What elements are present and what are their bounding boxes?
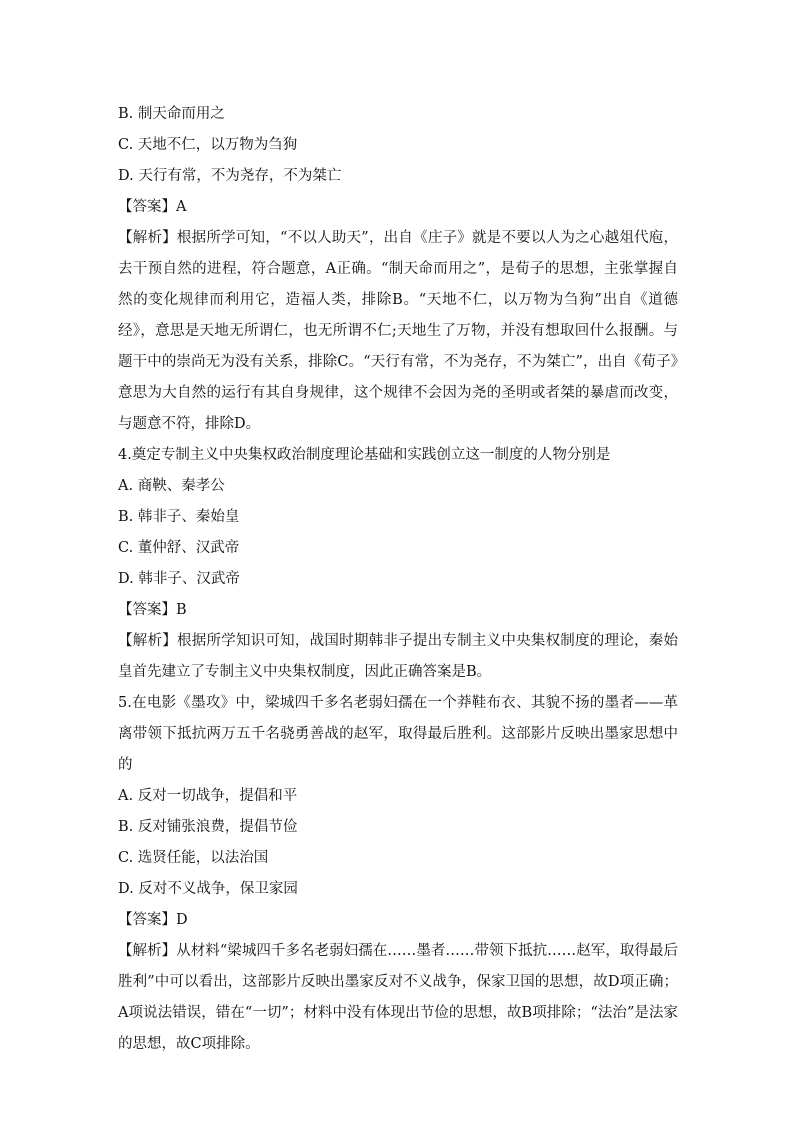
q3-analysis-text: 根据所学可知，“不以人助天”，出自《庄子》就是不要以人为之心越俎代庖，去干预自然的进程，符合题意，A正确。“制天命而用之”，是荀子的思想，主张掌握自然的变化规律而利用它，造福人类，排除B。“天地不仁，以万物为刍狗”出自《道德经》，意思是天地无所谓仁，也无所谓不仁;天地生了万物，并没有想取回什么报酬。与题干中的崇尚无为没有关系，排除C。“天行有常，不为尧存，不为桀亡”，出自《荀子》意思为大自然的运行有其自身规律，这个规律不会因为尧的圣明或者桀的暴虐而改变，与题意不符，排除D。 xyxy=(118,230,679,432)
q3-option-c: C. 天地不仁，以万物为刍狗 xyxy=(118,137,298,153)
answer-tag: 【答案】 xyxy=(118,199,176,215)
q5-answer xyxy=(118,905,678,936)
q4-analysis xyxy=(118,626,678,688)
answer-tag: 【答案】 xyxy=(118,912,176,928)
q4-answer-value: B xyxy=(176,602,187,618)
q5-answer-value: D xyxy=(176,912,188,928)
q3-option-b: B. 制天命而用之 xyxy=(118,106,225,122)
answer-tag: 【答案】 xyxy=(118,602,176,618)
analysis-tag: 【解析】 xyxy=(118,943,177,959)
analysis-tag: 【解析】 xyxy=(118,633,177,649)
q5-option-c: C. 选贤任能，以法治国 xyxy=(118,850,269,866)
q4-option-b: B. 韩非子、秦始皇 xyxy=(118,509,240,525)
q4-answer xyxy=(118,595,678,626)
q3-analysis xyxy=(118,223,678,440)
q4-stem: 4.奠定专制主义中央集权政治制度理论基础和实践创立这一制度的人物分别是 xyxy=(118,447,611,463)
q5-analysis xyxy=(118,936,678,1060)
exam-page xyxy=(118,99,678,1060)
q4-analysis-text: 根据所学知识可知，战国时期韩非子提出专制主义中央集权制度的理论，秦始皇首先建立了专制主义中央集权制度，因此正确答案是B。 xyxy=(118,633,679,680)
q5-analysis-text: 从材料“梁城四千多名老弱妇孺在……墨者……带领下抵抗……赵军，取得最后胜利”中可以看出，这部影片反映出墨家反对不义战争，保家卫国的思想，故D项正确；A项说法错误，错在“一切”；材料中没有体现出节俭的思想，故B项排除；“法治”是法家的思想，故C项排除。 xyxy=(118,943,678,1052)
q4-option-c: C. 董仲舒、汉武帝 xyxy=(118,540,240,556)
analysis-tag: 【解析】 xyxy=(118,230,177,246)
q4-option-a: A. 商鞅、秦孝公 xyxy=(118,478,225,494)
q5-option-d: D. 反对不义战争，保卫家园 xyxy=(118,881,298,897)
q3-answer xyxy=(118,192,678,223)
q5-option-b: B. 反对铺张浪费，提倡节俭 xyxy=(118,819,298,835)
q3-answer-value: A xyxy=(176,199,187,215)
q5-stem: 5.在电影《墨攻》中，梁城四千多名老弱妇孺在一个莽鞋布衣、其貌不扬的墨者——革离带领下抵抗两万五千名骁勇善战的赵军，取得最后胜利。这部影片反映出墨家思想中的 xyxy=(118,695,678,773)
q3-option-d: D. 天行有常，不为尧存，不为桀亡 xyxy=(118,168,342,184)
q4-option-d: D. 韩非子、汉武帝 xyxy=(118,571,240,587)
q5-option-a: A. 反对一切战争，提倡和平 xyxy=(118,788,298,804)
